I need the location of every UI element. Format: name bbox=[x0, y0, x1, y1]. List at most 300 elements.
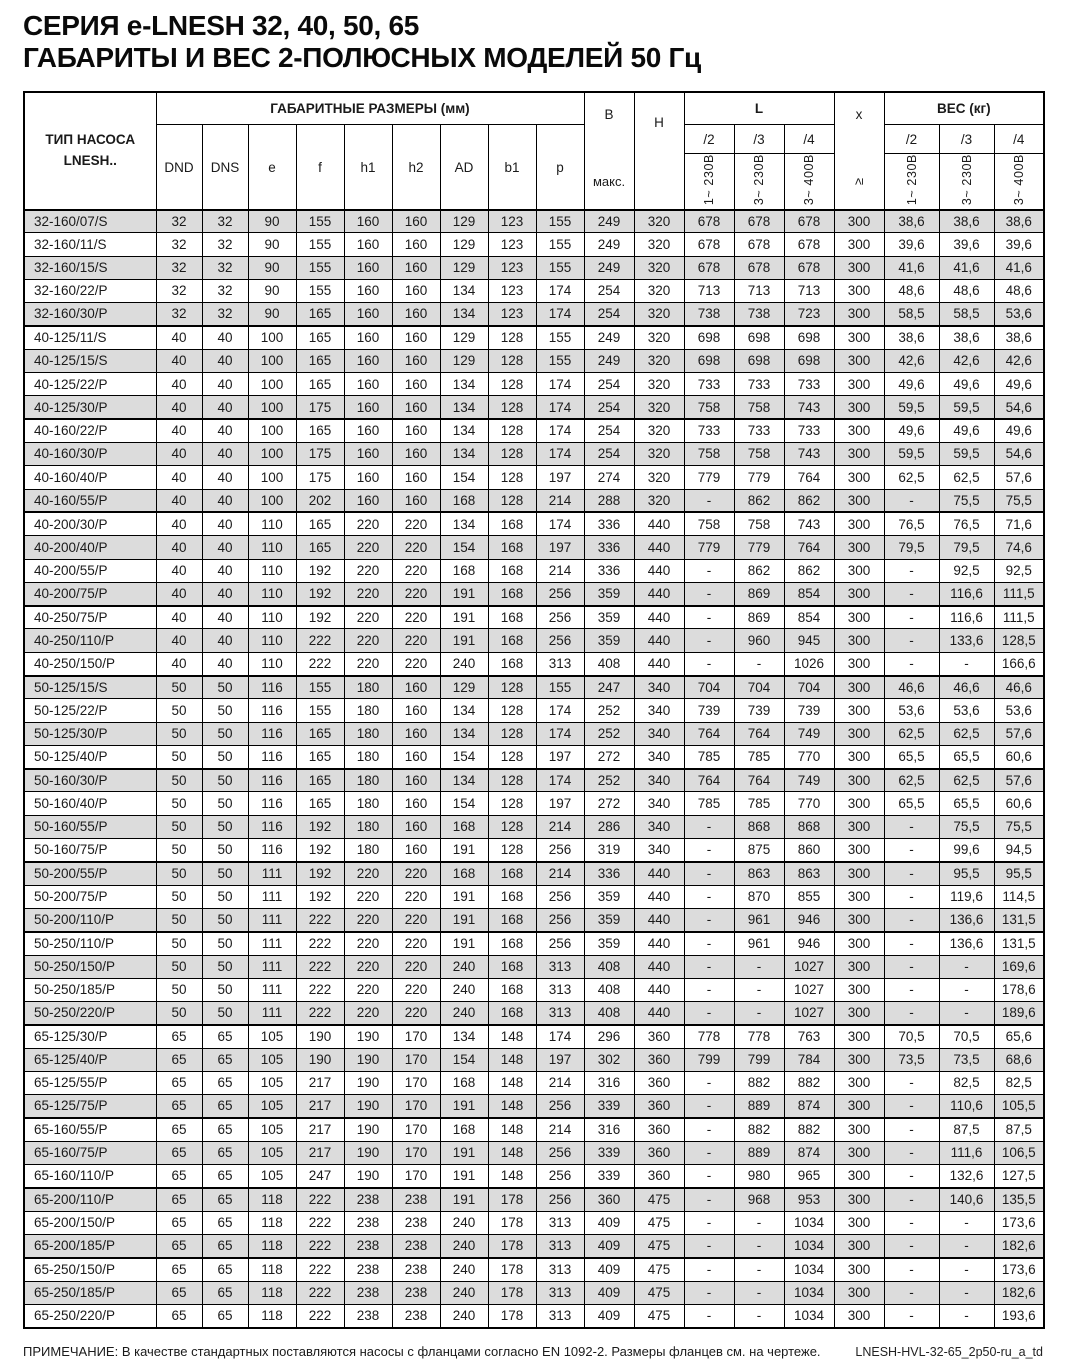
value-cell: 48,6 bbox=[884, 279, 939, 302]
value-cell: 300 bbox=[834, 1235, 884, 1258]
value-cell: 76,5 bbox=[939, 512, 994, 535]
value-cell: 409 bbox=[584, 1211, 634, 1234]
value-cell: 65 bbox=[156, 1281, 202, 1304]
value-cell: 252 bbox=[584, 769, 634, 792]
pump-model-cell: 50-160/30/P bbox=[24, 769, 156, 792]
value-cell: 320 bbox=[634, 233, 684, 256]
value-cell: 40 bbox=[202, 349, 248, 372]
value-cell: 100 bbox=[248, 373, 296, 396]
value-cell: - bbox=[684, 978, 734, 1001]
value-cell: 784 bbox=[784, 1048, 834, 1071]
value-cell: 1027 bbox=[784, 978, 834, 1001]
value-cell: 320 bbox=[634, 466, 684, 489]
value-cell: 191 bbox=[440, 839, 488, 862]
value-cell: 168 bbox=[440, 1118, 488, 1141]
value-cell: 49,6 bbox=[884, 419, 939, 442]
value-cell: 49,6 bbox=[939, 373, 994, 396]
pump-model-cell: 32-160/07/S bbox=[24, 210, 156, 233]
value-cell: 220 bbox=[344, 908, 392, 931]
value-cell: 41,6 bbox=[939, 256, 994, 279]
table-row bbox=[24, 1281, 1044, 1304]
table-row bbox=[24, 1118, 1044, 1141]
value-cell: 154 bbox=[440, 745, 488, 768]
value-cell: 870 bbox=[734, 885, 784, 908]
value-cell: 868 bbox=[784, 815, 834, 838]
value-cell: 60,6 bbox=[994, 792, 1044, 815]
value-cell: 799 bbox=[734, 1048, 784, 1071]
value-cell: 160 bbox=[344, 279, 392, 302]
value-cell: 50 bbox=[202, 862, 248, 885]
value-cell: 105 bbox=[248, 1025, 296, 1048]
value-cell: 54,6 bbox=[994, 443, 1044, 466]
value-cell: 1034 bbox=[784, 1258, 834, 1281]
value-cell: 272 bbox=[584, 745, 634, 768]
value-cell: 111 bbox=[248, 908, 296, 931]
value-cell: 222 bbox=[296, 1258, 344, 1281]
value-cell: 190 bbox=[344, 1118, 392, 1141]
value-cell: - bbox=[684, 1235, 734, 1258]
value-cell: 65 bbox=[156, 1048, 202, 1071]
value-cell: 214 bbox=[536, 1118, 584, 1141]
value-cell: 128 bbox=[488, 839, 536, 862]
value-cell: 360 bbox=[634, 1118, 684, 1141]
value-cell: 190 bbox=[344, 1025, 392, 1048]
value-cell: 300 bbox=[834, 1211, 884, 1234]
value-cell: 240 bbox=[440, 1211, 488, 1234]
value-cell: 178 bbox=[488, 1305, 536, 1328]
value-cell: 763 bbox=[784, 1025, 834, 1048]
value-cell: 300 bbox=[834, 792, 884, 815]
value-cell: - bbox=[884, 1165, 939, 1188]
value-cell: 53,6 bbox=[939, 699, 994, 722]
value-cell: 778 bbox=[734, 1025, 784, 1048]
value-cell: 220 bbox=[344, 536, 392, 559]
value-cell: 180 bbox=[344, 769, 392, 792]
value-cell: 339 bbox=[584, 1165, 634, 1188]
value-cell: 739 bbox=[734, 699, 784, 722]
value-cell: 799 bbox=[684, 1048, 734, 1071]
value-cell: 313 bbox=[536, 1002, 584, 1025]
value-cell: 76,5 bbox=[884, 512, 939, 535]
value-cell: 191 bbox=[440, 1141, 488, 1164]
value-cell: 256 bbox=[536, 839, 584, 862]
value-cell: 160 bbox=[344, 303, 392, 326]
dimensions-group-header: ГАБАРИТНЫЕ РАЗМЕРЫ (мм) bbox=[156, 92, 584, 125]
value-cell: 105 bbox=[248, 1118, 296, 1141]
value-cell: 65 bbox=[156, 1235, 202, 1258]
value-cell: 220 bbox=[392, 512, 440, 535]
value-cell: 174 bbox=[536, 279, 584, 302]
value-cell: 300 bbox=[834, 1305, 884, 1328]
value-cell: 240 bbox=[440, 652, 488, 675]
dimensions-weight-table bbox=[23, 91, 1045, 1329]
value-cell: 968 bbox=[734, 1188, 784, 1211]
value-cell: 313 bbox=[536, 978, 584, 1001]
table-row bbox=[24, 559, 1044, 582]
value-cell: 65 bbox=[202, 1235, 248, 1258]
value-cell: 758 bbox=[734, 512, 784, 535]
value-cell: 409 bbox=[584, 1305, 634, 1328]
value-cell: 40 bbox=[202, 396, 248, 419]
value-cell: 300 bbox=[834, 349, 884, 372]
value-cell: 123 bbox=[488, 303, 536, 326]
value-cell: 128 bbox=[488, 676, 536, 699]
value-cell: 168 bbox=[440, 862, 488, 885]
value-cell: 678 bbox=[684, 233, 734, 256]
value-cell: 240 bbox=[440, 1235, 488, 1258]
value-cell: 678 bbox=[784, 210, 834, 233]
value-cell: 65 bbox=[156, 1025, 202, 1048]
voltage-label: 1~ 230В bbox=[904, 154, 919, 206]
value-cell: 220 bbox=[344, 582, 392, 605]
value-cell: 116 bbox=[248, 792, 296, 815]
value-cell: 191 bbox=[440, 582, 488, 605]
value-cell: 238 bbox=[392, 1188, 440, 1211]
value-cell: 50 bbox=[202, 792, 248, 815]
value-cell: 300 bbox=[834, 1281, 884, 1304]
value-cell: 154 bbox=[440, 1048, 488, 1071]
value-cell: 254 bbox=[584, 419, 634, 442]
value-cell: 174 bbox=[536, 699, 584, 722]
value-cell: 440 bbox=[634, 978, 684, 1001]
value-cell: 40 bbox=[156, 349, 202, 372]
value-cell: 160 bbox=[344, 349, 392, 372]
value-cell: 764 bbox=[784, 466, 834, 489]
value-cell: 300 bbox=[834, 978, 884, 1001]
col-header-e: e bbox=[248, 125, 296, 210]
value-cell: 854 bbox=[784, 606, 834, 629]
value-cell: - bbox=[884, 955, 939, 978]
value-cell: 770 bbox=[784, 745, 834, 768]
value-cell: 339 bbox=[584, 1141, 634, 1164]
pump-model-cell: 32-160/15/S bbox=[24, 256, 156, 279]
value-cell: - bbox=[734, 1258, 784, 1281]
value-cell: 300 bbox=[834, 396, 884, 419]
value-cell: 135,5 bbox=[994, 1188, 1044, 1211]
value-cell: 129 bbox=[440, 233, 488, 256]
value-cell: 779 bbox=[734, 466, 784, 489]
value-cell: 118 bbox=[248, 1188, 296, 1211]
value-cell: 190 bbox=[344, 1072, 392, 1095]
value-cell: 40 bbox=[202, 652, 248, 675]
value-cell: 160 bbox=[392, 256, 440, 279]
value-cell: 758 bbox=[684, 443, 734, 466]
value-cell: 359 bbox=[584, 629, 634, 652]
value-cell: 408 bbox=[584, 1002, 634, 1025]
pump-type-line2: LNESH.. bbox=[63, 152, 117, 168]
value-cell: 65 bbox=[156, 1188, 202, 1211]
pump-model-cell: 50-250/185/P bbox=[24, 978, 156, 1001]
value-cell: 160 bbox=[344, 373, 392, 396]
value-cell: 222 bbox=[296, 908, 344, 931]
doc-id: LNESH-HVL-32-65_2p50-ru_a_td bbox=[855, 1344, 1043, 1359]
value-cell: 178 bbox=[488, 1188, 536, 1211]
value-cell: 170 bbox=[392, 1048, 440, 1071]
value-cell: - bbox=[884, 1095, 939, 1118]
value-cell: 764 bbox=[734, 722, 784, 745]
value-cell: 440 bbox=[634, 932, 684, 955]
value-cell: 220 bbox=[392, 862, 440, 885]
value-cell: 90 bbox=[248, 279, 296, 302]
value-cell: 217 bbox=[296, 1118, 344, 1141]
value-cell: 440 bbox=[634, 559, 684, 582]
table-row bbox=[24, 839, 1044, 862]
value-cell: 53,6 bbox=[994, 303, 1044, 326]
value-cell: 217 bbox=[296, 1072, 344, 1095]
value-cell: 313 bbox=[536, 1281, 584, 1304]
value-cell: 220 bbox=[344, 932, 392, 955]
value-cell: 300 bbox=[834, 1141, 884, 1164]
table-row bbox=[24, 1188, 1044, 1211]
value-cell: 165 bbox=[296, 303, 344, 326]
value-cell: 440 bbox=[634, 885, 684, 908]
value-cell: 274 bbox=[584, 466, 634, 489]
value-cell: 155 bbox=[296, 256, 344, 279]
value-cell: - bbox=[684, 489, 734, 512]
value-cell: 758 bbox=[734, 396, 784, 419]
value-cell: 238 bbox=[344, 1305, 392, 1328]
value-cell: 50 bbox=[156, 908, 202, 931]
value-cell: 42,6 bbox=[884, 349, 939, 372]
value-cell: 408 bbox=[584, 978, 634, 1001]
table-row bbox=[24, 1141, 1044, 1164]
value-cell: 148 bbox=[488, 1048, 536, 1071]
value-cell: 220 bbox=[392, 932, 440, 955]
value-cell: 160 bbox=[392, 326, 440, 349]
value-cell: 87,5 bbox=[939, 1118, 994, 1141]
value-cell: 300 bbox=[834, 862, 884, 885]
value-cell: 75,5 bbox=[994, 815, 1044, 838]
value-cell: 155 bbox=[536, 256, 584, 279]
value-cell: - bbox=[684, 908, 734, 931]
value-cell: 197 bbox=[536, 745, 584, 768]
value-cell: 174 bbox=[536, 769, 584, 792]
value-cell: 111 bbox=[248, 885, 296, 908]
value-cell: 855 bbox=[784, 885, 834, 908]
value-cell: 713 bbox=[684, 279, 734, 302]
value-cell: 128 bbox=[488, 745, 536, 768]
value-cell: 170 bbox=[392, 1165, 440, 1188]
value-cell: - bbox=[684, 652, 734, 675]
value-cell: 40 bbox=[156, 419, 202, 442]
value-cell: 50 bbox=[156, 978, 202, 1001]
value-cell: 160 bbox=[344, 210, 392, 233]
value-cell: 197 bbox=[536, 1048, 584, 1071]
value-cell: 40 bbox=[202, 443, 248, 466]
value-cell: 50 bbox=[202, 815, 248, 838]
value-cell: 65,5 bbox=[939, 792, 994, 815]
value-cell: 155 bbox=[296, 210, 344, 233]
value-cell: 32 bbox=[156, 233, 202, 256]
value-cell: 82,5 bbox=[994, 1072, 1044, 1095]
pump-model-cell: 40-125/22/P bbox=[24, 373, 156, 396]
value-cell: 174 bbox=[536, 722, 584, 745]
value-cell: 340 bbox=[634, 815, 684, 838]
table-row bbox=[24, 978, 1044, 1001]
l-sub-2: /2 bbox=[684, 125, 734, 154]
table-row bbox=[24, 606, 1044, 629]
value-cell: 50 bbox=[156, 1002, 202, 1025]
value-cell: 134 bbox=[440, 769, 488, 792]
value-cell: 59,5 bbox=[939, 443, 994, 466]
value-cell: 238 bbox=[392, 1258, 440, 1281]
footer bbox=[23, 1344, 1043, 1359]
value-cell: 110,6 bbox=[939, 1095, 994, 1118]
value-cell: 240 bbox=[440, 1281, 488, 1304]
value-cell: - bbox=[684, 815, 734, 838]
value-cell: 148 bbox=[488, 1165, 536, 1188]
pump-model-cell: 40-200/40/P bbox=[24, 536, 156, 559]
value-cell: 70,5 bbox=[884, 1025, 939, 1048]
pump-model-cell: 65-250/185/P bbox=[24, 1281, 156, 1304]
value-cell: 190 bbox=[344, 1048, 392, 1071]
value-cell: 193,6 bbox=[994, 1305, 1044, 1328]
value-cell: 178 bbox=[488, 1258, 536, 1281]
value-cell: 40 bbox=[156, 559, 202, 582]
value-cell: 116 bbox=[248, 699, 296, 722]
pump-model-cell: 50-125/40/P bbox=[24, 745, 156, 768]
col-header-b1: b1 bbox=[488, 125, 536, 210]
value-cell: 62,5 bbox=[884, 466, 939, 489]
value-cell: 475 bbox=[634, 1258, 684, 1281]
value-cell: 57,6 bbox=[994, 722, 1044, 745]
value-cell: 733 bbox=[734, 419, 784, 442]
value-cell: 190 bbox=[344, 1165, 392, 1188]
pump-model-cell: 32-160/11/S bbox=[24, 233, 156, 256]
value-cell: 40 bbox=[156, 443, 202, 466]
col-header-f: f bbox=[296, 125, 344, 210]
value-cell: 116 bbox=[248, 676, 296, 699]
value-cell: 220 bbox=[392, 652, 440, 675]
value-cell: 945 bbox=[784, 629, 834, 652]
value-cell: 320 bbox=[634, 279, 684, 302]
value-cell: 40 bbox=[202, 373, 248, 396]
value-cell: 73,5 bbox=[884, 1048, 939, 1071]
value-cell: 50 bbox=[156, 932, 202, 955]
value-cell: 1026 bbox=[784, 652, 834, 675]
table-row bbox=[24, 419, 1044, 442]
value-cell: 256 bbox=[536, 932, 584, 955]
value-cell: 202 bbox=[296, 489, 344, 512]
value-cell: - bbox=[939, 1211, 994, 1234]
value-cell: - bbox=[884, 839, 939, 862]
value-cell: 785 bbox=[684, 792, 734, 815]
value-cell: - bbox=[939, 955, 994, 978]
value-cell: - bbox=[884, 1188, 939, 1211]
value-cell: - bbox=[734, 1281, 784, 1304]
value-cell: 50 bbox=[202, 745, 248, 768]
value-cell: 160 bbox=[392, 745, 440, 768]
value-cell: 154 bbox=[440, 792, 488, 815]
value-cell: 220 bbox=[344, 885, 392, 908]
value-cell: 220 bbox=[392, 606, 440, 629]
value-cell: 127,5 bbox=[994, 1165, 1044, 1188]
value-cell: 300 bbox=[834, 419, 884, 442]
value-cell: 220 bbox=[392, 908, 440, 931]
value-cell: 50 bbox=[156, 769, 202, 792]
value-cell: 160 bbox=[392, 349, 440, 372]
value-cell: 116,6 bbox=[939, 582, 994, 605]
value-cell: 300 bbox=[834, 303, 884, 326]
pump-model-cell: 40-160/40/P bbox=[24, 466, 156, 489]
value-cell: - bbox=[684, 1211, 734, 1234]
value-cell: 440 bbox=[634, 629, 684, 652]
value-cell: 40 bbox=[156, 629, 202, 652]
value-cell: 82,5 bbox=[939, 1072, 994, 1095]
value-cell: 79,5 bbox=[884, 536, 939, 559]
table-row bbox=[24, 699, 1044, 722]
weight-voltage-1 bbox=[884, 154, 939, 210]
value-cell: 175 bbox=[296, 396, 344, 419]
value-cell: 160 bbox=[344, 466, 392, 489]
value-cell: 254 bbox=[584, 396, 634, 419]
pump-model-cell: 40-160/22/P bbox=[24, 419, 156, 442]
value-cell: 174 bbox=[536, 512, 584, 535]
value-cell: 74,6 bbox=[994, 536, 1044, 559]
value-cell: 360 bbox=[634, 1095, 684, 1118]
value-cell: 154 bbox=[440, 466, 488, 489]
value-cell: 340 bbox=[634, 839, 684, 862]
value-cell: 40 bbox=[156, 489, 202, 512]
value-cell: 953 bbox=[784, 1188, 834, 1211]
value-cell: 300 bbox=[834, 559, 884, 582]
value-cell: 118 bbox=[248, 1211, 296, 1234]
value-cell: 359 bbox=[584, 908, 634, 931]
weight-voltage-2 bbox=[939, 154, 994, 210]
value-cell: 132,6 bbox=[939, 1165, 994, 1188]
value-cell: 62,5 bbox=[939, 466, 994, 489]
value-cell: 160 bbox=[392, 443, 440, 466]
value-cell: 320 bbox=[634, 326, 684, 349]
value-cell: 238 bbox=[392, 1281, 440, 1304]
value-cell: 256 bbox=[536, 1165, 584, 1188]
value-cell: 165 bbox=[296, 512, 344, 535]
value-cell: 160 bbox=[392, 699, 440, 722]
value-cell: 180 bbox=[344, 815, 392, 838]
value-cell: 134 bbox=[440, 699, 488, 722]
value-cell: 860 bbox=[784, 839, 834, 862]
value-cell: 65 bbox=[202, 1281, 248, 1304]
value-cell: 46,6 bbox=[939, 676, 994, 699]
value-cell: 408 bbox=[584, 652, 634, 675]
value-cell: 678 bbox=[734, 210, 784, 233]
table-row bbox=[24, 489, 1044, 512]
value-cell: 68,6 bbox=[994, 1048, 1044, 1071]
value-cell: 62,5 bbox=[939, 722, 994, 745]
value-cell: 238 bbox=[344, 1235, 392, 1258]
value-cell: 131,5 bbox=[994, 932, 1044, 955]
value-cell: 739 bbox=[684, 699, 734, 722]
value-cell: - bbox=[884, 1118, 939, 1141]
value-cell: 178 bbox=[488, 1211, 536, 1234]
value-cell: 192 bbox=[296, 606, 344, 629]
pump-model-cell: 50-160/75/P bbox=[24, 839, 156, 862]
value-cell: 165 bbox=[296, 536, 344, 559]
value-cell: 46,6 bbox=[884, 676, 939, 699]
value-cell: 42,6 bbox=[939, 349, 994, 372]
value-cell: 220 bbox=[344, 606, 392, 629]
value-cell: 155 bbox=[536, 326, 584, 349]
value-cell: 116,6 bbox=[939, 606, 994, 629]
value-cell: 320 bbox=[634, 489, 684, 512]
value-cell: 240 bbox=[440, 978, 488, 1001]
value-cell: 217 bbox=[296, 1095, 344, 1118]
value-cell: 300 bbox=[834, 745, 884, 768]
value-cell: 758 bbox=[684, 512, 734, 535]
value-cell: 191 bbox=[440, 885, 488, 908]
weight-voltage-3 bbox=[994, 154, 1044, 210]
value-cell: 252 bbox=[584, 722, 634, 745]
